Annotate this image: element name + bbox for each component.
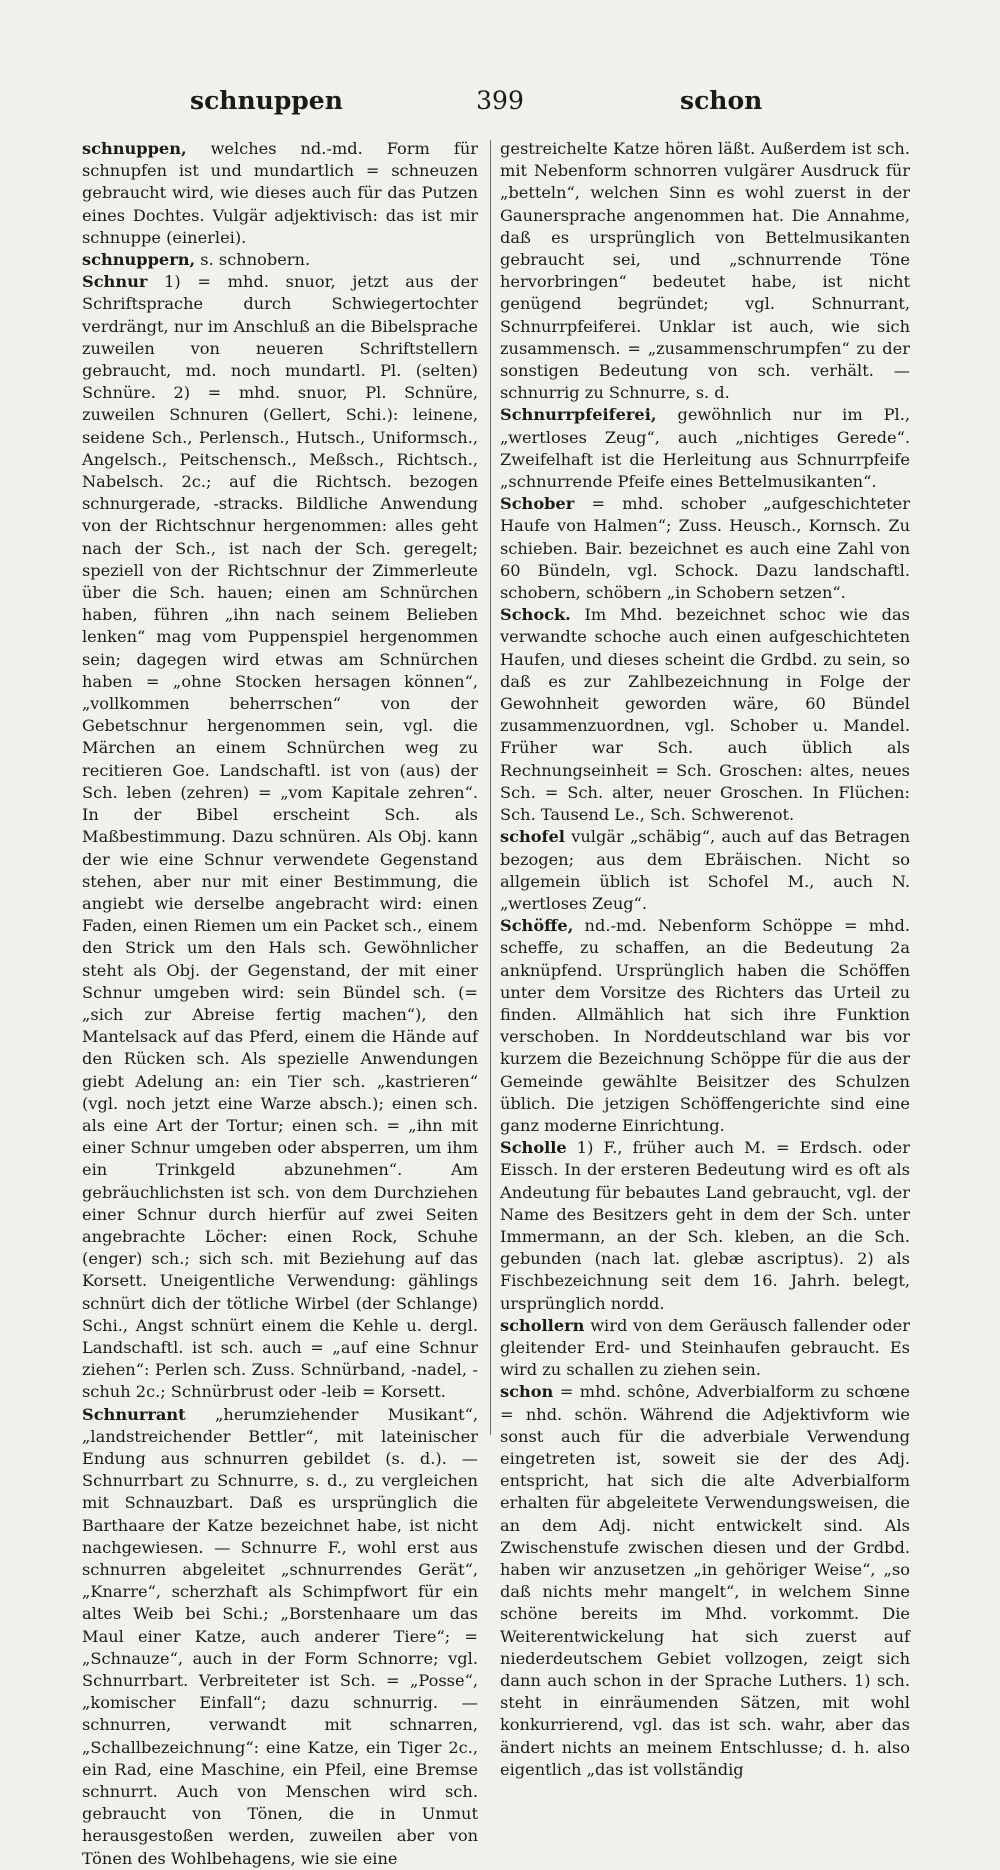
headword: Schock. (500, 605, 571, 625)
headword: Schnurrant (82, 1404, 186, 1424)
left-column (82, 138, 478, 1868)
headword: schnuppern, (82, 250, 196, 270)
headword: Schöffe, (500, 916, 574, 936)
entry-text: gewöhnlich nur im Pl., „wertloses Zeug“, auch „nichtiges Gerede“. Zweifelhaft ist die Herleitung aus Schnurrpfeife „schnurrende Pfeife eines Bettelmusikanten“. (500, 405, 910, 492)
entry-schoeffe (500, 915, 910, 1137)
entry-text: 1) F., früher auch M. = Erdsch. oder Eissch. In der ersteren Bedeutung wird es oft als Andeutung für bebautes Land gebraucht, vgl. der Name des Besitzers geht in dem der Sch. unter Immermann, an der Sch. kleben, an die Sch. gebunden (nach lat. glebæ ascriptus). 2) als Fischbezeichnung seit dem 16. Jahrh. belegt, ursprünglich nordd. (500, 1138, 910, 1313)
headword: Schober (500, 494, 575, 514)
entry-text: wird von dem Geräusch fallender oder gleitender Erd- und Steinhaufen gebraucht. Es wird zu schallen zu ziehen sein. (500, 1315, 910, 1380)
entry-schon (500, 1381, 910, 1781)
headword: schon (500, 1382, 554, 1402)
entry-schnuppern (82, 249, 478, 271)
entry-text: gestreichelte Katze hören läßt. Außerdem ist sch. mit Nebenform schnorren vulgärer Ausdruck für „betteln“, welchen Sinn es wohl zuerst in der Gaunersprache angenommen hat. Die Annahme, daß es ursprünglich von Bettelmusikanten gebraucht sei, und „schnurrende Töne hervorbringen“ bedeutet habe, ist nicht genügend begründet; vgl. Schnurrant, Schnurrpfeiferei. Unklar ist auch, wie sich zusammensch. = „zusammenschrumpfen“ zu der sonstigen Bedeutung von sch. verhält. — schnurrig zu Schnurre, s. d. (500, 139, 910, 403)
entry-schnurrpfeiferei (500, 404, 910, 493)
entry-schock (500, 604, 910, 826)
entry-schollern (500, 1315, 910, 1382)
running-head-left: schnuppen (190, 86, 343, 115)
headword: Schnur (82, 272, 148, 292)
entry-text: welches nd.-md. Form für schnupfen ist und mundartlich = schneuzen gebraucht wird, wie dieses auch für das Putzen eines Dochtes. Vulgär adjektivisch: das ist mir schnuppe (einerlei). (82, 139, 478, 247)
running-head (0, 86, 1000, 126)
entry-text: s. schnobern. (195, 250, 311, 270)
headword: Scholle (500, 1138, 567, 1158)
entry-continuation (500, 138, 910, 404)
headword: Schnurrpfeiferei, (500, 405, 657, 425)
entry-text: vulgär „schäbig“, auch auf das Betragen bezogen; aus dem Ebräischen. Nicht so allgemein üblich ist Schofel M., auch N. „wertloses Zeug“. (500, 827, 910, 913)
column-divider (490, 140, 491, 1435)
entry-schnur (82, 271, 478, 1403)
headword: schollern (500, 1315, 585, 1335)
entry-scholle (500, 1137, 910, 1315)
entry-text: nd.-md. Nebenform Schöppe = mhd. scheffe, zu schaffen, an die Bedeutung 2a anknüpfend. Ursprünglich haben die Schöffen unter dem Vorsitze des Richters das Urteil zu finden. Allmählich hat sich ihre Funktion verschoben. In Norddeutschland war bis vor kurzem die Bezeichnung Schöppe für die aus der Gemeinde gewählte Beisitzer des Schulzen üblich. Die jetzigen Schöffengerichte sind eine ganz moderne Einrichtung. (500, 916, 910, 1135)
entry-schnurrant (82, 1404, 478, 1870)
running-head-right: schon (680, 86, 763, 115)
entry-text: = mhd. schône, Adverbialform zu schœne = nhd. schön. Während die Adjektivform wie sonst auch für die adverbiale Verwendung eingetreten ist, soweit sie der des Adj. entspricht, hat sich die alte Adverbialform erhalten für abgeleitete Verwendungsweisen, die an dem Adj. nicht entwickelt sind. Als Zwischenstufe zwischen diesen und der Grdbd. haben wir anzusetzen „in gehöriger Weise“, „so daß nichts mehr mangelt“, in welchem Sinne schöne bereits im Mhd. vorkommt. Die Weiterentwickelung hat sich zuerst auf niederdeutschem Gebiet vollzogen, zeigt sich dann auch schon in der Sprache Luthers. 1) sch. steht in einräumenden Sätzen, mit wohl konkurrierend, vgl. das ist sch. wahr, aber das ändert nichts an meinem Entschlusse; d. h. also eigentlich „das ist vollständig (500, 1382, 910, 1779)
entry-text: „herumziehender Musikant“, „landstreichender Bettler“, mit lateinischer Endung aus schnurren gebildet (s. d.). — Schnurrbart zu Schnurre, s. d., zu vergleichen mit Schnauzbart. Daß es ursprünglich die Barthaare der Katze bezeichnet habe, ist nicht nachgewiesen. — Schnurre F., wohl erst aus schnurren abgeleitet „schnurrendes Gerät“, „Knarre“, scherzhaft als Schimpfwort für ein altes Weib bei Schi.; „Borstenhaare um das Maul einer Katze, auch anderer Tiere“; = „Schnauze“, auch in der Form Schnorre; vgl. Schnurrbart. Verbreiteter ist Sch. = „Posse“, „komischer Einfall“; dazu schnurrig. — schnurren, verwandt mit schnarren, „Schallbezeichnung“: eine Katze, ein Tiger 2c., ein Rad, eine Maschine, ein Pfeil, eine Bremse schnurrt. Auch von Menschen wird sch. gebraucht von Tönen, die in Unmut herausgestoßen werden, zuweilen aber von Tönen des Wohlbehagens, wie sie eine (82, 1404, 478, 1868)
entry-schofel (500, 826, 910, 915)
entry-text: 1) = mhd. snuor, jetzt aus der Schriftsprache durch Schwiegertochter verdrängt, nur im Anschluß an die Bibelsprache zuweilen von neueren Schriftstellern gebraucht, md. noch mundartl. Pl. (selten) Schnüre. 2) = mhd. snuor, Pl. Schnüre, zuweilen Schnuren (Gellert, Schi.): leinene, seidene Sch., Perlensch., Hutsch., Uniformsch., Angelsch., Peitschensch., Meßsch., Richtsch., Nabelsch. 2c.; auf die Richtsch. bezogen schnurgerade, -stracks. Bildliche Anwendung von der Richtschnur hergenommen: alles geht nach der Sch., ist nach der Sch. geregelt; speziell von der Richtschnur der Zimmerleute über die Sch. hauen; einen am Schnürchen haben, führen „ihn nach seinem Belieben lenken“ mag vom Puppenspiel hergenommen sein; dagegen wird etwas am Schnürchen haben = „ohne Stocken hersagen können“, „vollkommen beherrschen“ von der Gebetschnur hergenommen sein, vgl. die Märchen an einem Schnürchen weg zu recitieren Goe. Landschaftl. ist von (aus) der Sch. leben (zehren) = „vom Kapitale zehren“. In der Bibel erscheint Sch. als Maßbestimmung. Dazu schnüren. Als Obj. kann der wie eine Schnur verwendete Gegenstand stehen, aber nur mit einer Bestimmung, die angiebt wie derselbe angebracht wird: einen Faden, einen Riemen um ein Packet sch., einem den Strick um den Hals sch. Gewöhnlicher steht als Obj. der Gegenstand, der mit einer Schnur umgeben wird: sein Bündel sch. (= „sich zur Abreise fertig machen“), den Mantelsack auf das Pferd, einem die Hände auf den Rücken sch. Als spezielle Anwendungen giebt Adelung an: ein Tier sch. „kastrieren“ (vgl. noch jetzt eine Warze absch.); einen sch. als eine Art der Tortur; einen sch. = „ihn mit einer Schnur umgeben oder absperren, um ihm ein Trinkgeld abzunehmen“. Am gebräuchlichsten ist sch. von dem Durchziehen einer Schnur durch hierfür auf zwei Seiten angebrachte Löcher: einen Rock, Schuhe (enger) sch.; sich sch. mit Beziehung auf das Korsett. Uneigentliche Verwendung: gählings schnürt dich der tötliche Wirbel (der Schlange) Schi., Angst schnürt einem die Kehle u. dergl. Landschaftl. ist sch. auch = „auf eine Schnur ziehen“: Perlen sch. Zuss. Schnürband, -nadel, -schuh 2c.; Schnürbrust oder -leib = Korsett. (82, 272, 478, 1402)
headword: schnuppen, (82, 139, 187, 158)
page-number: 399 (476, 86, 524, 115)
headword: schofel (500, 827, 565, 847)
entry-text: = mhd. schober „aufgeschichteter Haufe von Halmen“; Zuss. Heusch., Kornsch. Zu schieben. Bair. bezeichnet es auch eine Zahl von 60 Bündeln, vgl. Schock. Dazu landschaftl. schobern, schöbern „in Schobern setzen“. (500, 494, 910, 603)
entry-schober (500, 493, 910, 604)
right-column (500, 138, 910, 1779)
entry-schnuppen (82, 138, 478, 249)
entry-text: Im Mhd. bezeichnet schoc wie das verwandte schoche auch einen aufgeschichteten Haufen, und dieses scheint die Grdbd. zu sein, so daß es zur Zahlbezeichnung in Folge der Gewohnheit geworden wäre, 60 Bündel zusammenzuordnen, vgl. Schober u. Mandel. Früher war Sch. auch üblich als Rechnungseinheit = Sch. Groschen: altes, neues Sch. = Sch. alter, neuer Groschen. In Flüchen: Sch. Tausend Le., Sch. Schwerenot. (500, 605, 910, 825)
